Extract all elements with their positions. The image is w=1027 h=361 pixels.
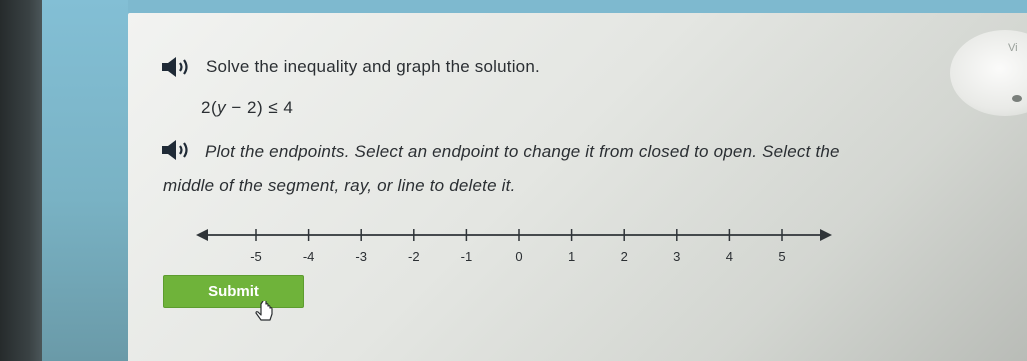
question-title: Solve the inequality and graph the solution. — [206, 57, 540, 76]
corner-label: Vi — [1008, 42, 1018, 54]
number-line-right-arrow — [820, 229, 832, 241]
number-line[interactable] — [196, 219, 836, 271]
number-line-tick-label: -4 — [302, 249, 315, 264]
instructions-line-1: Plot the endpoints. Select an endpoint to change it from closed to open. Select the — [205, 142, 840, 161]
inequality — [201, 98, 293, 118]
side-strip — [42, 0, 128, 361]
number-line-tick-label: 1 — [567, 249, 576, 264]
corner-dot — [1012, 95, 1022, 102]
number-line-tick-label: -5 — [250, 249, 262, 264]
number-line-tick-label: -3 — [355, 249, 367, 264]
number-line-tick-label: 4 — [725, 249, 734, 264]
number-line-tick-label: 2 — [620, 249, 628, 264]
inequality-lhs: 2( — [201, 98, 218, 117]
number-line-tick-label: -1 — [460, 249, 473, 264]
submit-button[interactable]: Submit — [163, 275, 304, 308]
number-line-tick-label: 0 — [515, 249, 523, 264]
number-line-tick-label: -2 — [408, 249, 420, 264]
hand-pointer-icon — [252, 301, 278, 327]
inequality-variable: y — [217, 98, 227, 117]
screen-bezel — [0, 0, 42, 361]
inequality-rest: − 2) ≤ 4 — [226, 98, 294, 117]
instructions-line-2: middle of the segment, ray, or line to delete it. — [163, 176, 516, 195]
number-line-tick-label: 5 — [778, 249, 786, 264]
number-line-left-arrow — [196, 229, 208, 241]
number-line-tick-label: 3 — [673, 249, 681, 264]
speaker-icon[interactable] — [160, 56, 196, 78]
speaker-icon[interactable] — [160, 139, 196, 161]
